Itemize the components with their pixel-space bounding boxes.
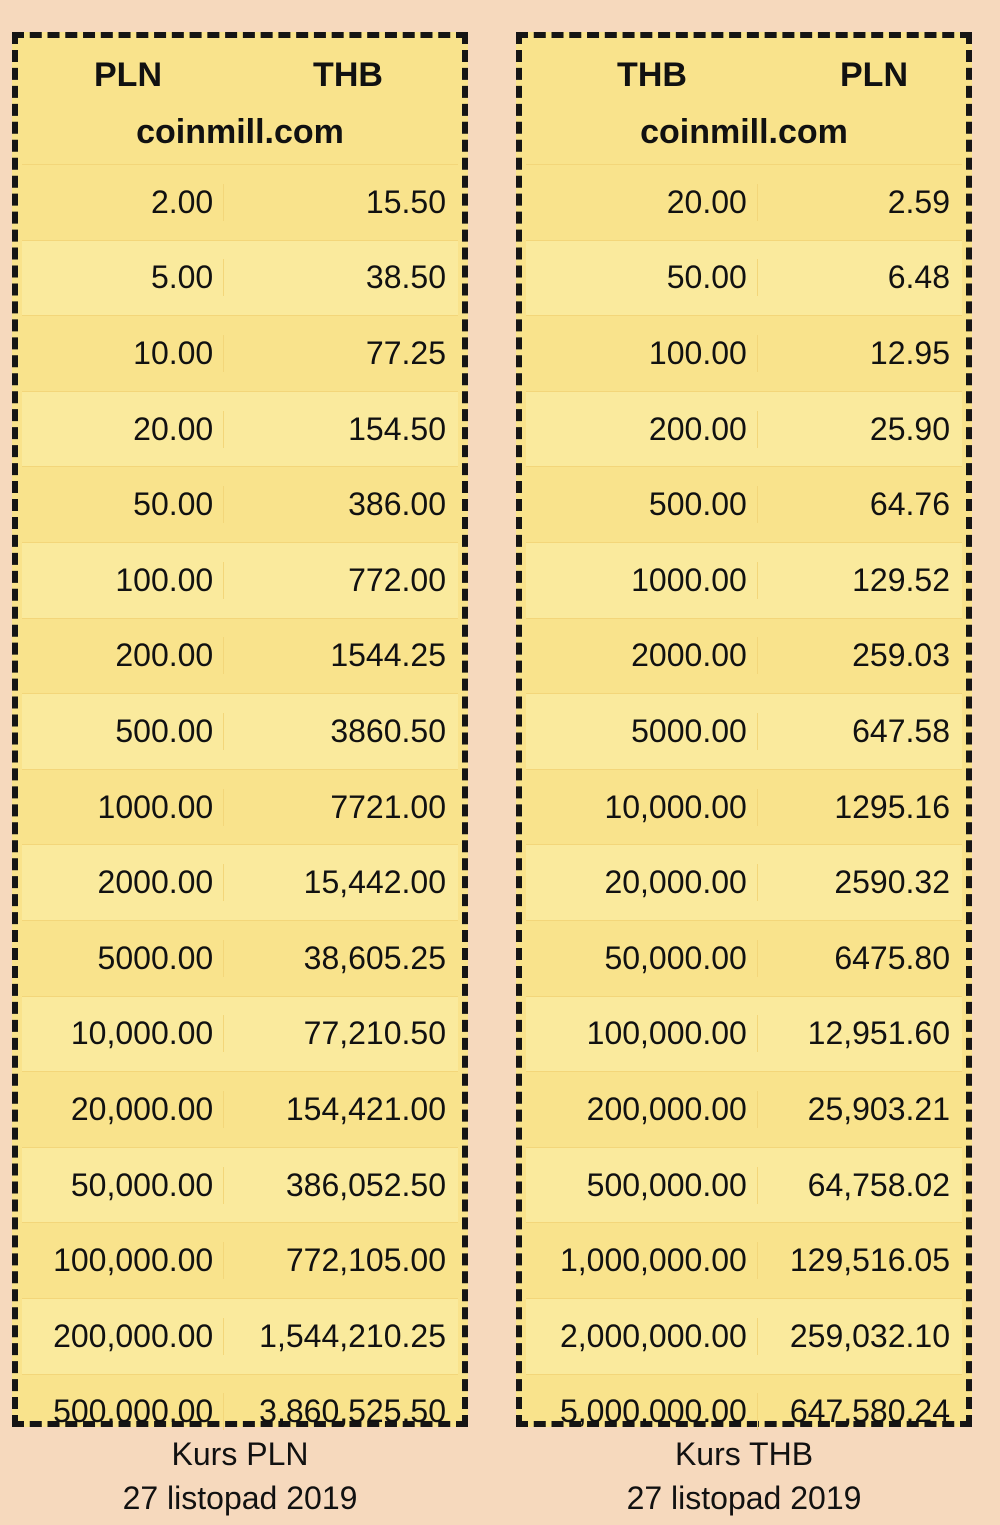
amount-from: 20,000.00 bbox=[70, 1090, 214, 1127]
table-row bbox=[22, 996, 458, 1072]
amount-to: 129,516.05 bbox=[757, 1242, 962, 1279]
caption-date: 27 listopad 2019 bbox=[626, 1480, 862, 1516]
amount-to: 129.52 bbox=[757, 562, 962, 599]
amount-from: 5,000,000.00 bbox=[559, 1393, 747, 1430]
table-row bbox=[22, 1222, 458, 1298]
source-site: coinmill.com bbox=[136, 113, 344, 151]
amount-to: 259.03 bbox=[757, 637, 962, 674]
amount-from: 500,000.00 bbox=[586, 1166, 747, 1203]
table-row bbox=[22, 844, 458, 920]
amount-from: 200.00 bbox=[115, 637, 214, 674]
caption-pln bbox=[12, 1432, 468, 1520]
amount-from: 500,000.00 bbox=[53, 1393, 214, 1430]
caption-title: Kurs PLN bbox=[171, 1436, 309, 1472]
amount-to: 386.00 bbox=[223, 486, 458, 523]
amount-from: 10,000.00 bbox=[604, 788, 747, 825]
table-row bbox=[22, 391, 458, 467]
pln-to-thb-table bbox=[12, 32, 468, 1430]
amount-to: 12.95 bbox=[757, 335, 962, 372]
amount-to: 2.59 bbox=[757, 184, 962, 221]
table-row bbox=[526, 996, 962, 1072]
amount-from: 500.00 bbox=[115, 712, 214, 749]
table-row bbox=[526, 1298, 962, 1374]
table-row bbox=[22, 542, 458, 618]
amount-to: 772,105.00 bbox=[223, 1242, 458, 1279]
caption-title: Kurs THB bbox=[674, 1436, 814, 1472]
table-row bbox=[22, 315, 458, 391]
table-row bbox=[22, 1147, 458, 1223]
source-site: coinmill.com bbox=[640, 113, 848, 151]
table-row bbox=[526, 315, 962, 391]
amount-from: 2000.00 bbox=[631, 637, 747, 674]
amount-from: 2000.00 bbox=[97, 864, 214, 901]
amount-to: 154.50 bbox=[223, 411, 458, 448]
amount-from: 50,000.00 bbox=[70, 1166, 214, 1203]
table-row bbox=[22, 769, 458, 845]
table-row bbox=[22, 164, 458, 240]
caption-thb bbox=[516, 1432, 972, 1520]
table-header bbox=[18, 38, 462, 164]
amount-from: 50.00 bbox=[133, 486, 214, 523]
table-row bbox=[526, 391, 962, 467]
column-header-pln: PLN bbox=[94, 56, 162, 94]
amount-to: 12,951.60 bbox=[757, 1015, 962, 1052]
amount-to: 64,758.02 bbox=[757, 1167, 962, 1204]
amount-from: 20,000.00 bbox=[604, 864, 747, 901]
amount-to: 1,544,210.25 bbox=[223, 1318, 458, 1355]
amount-from: 5.00 bbox=[150, 259, 214, 296]
amount-to: 6475.80 bbox=[757, 940, 962, 977]
table-row bbox=[526, 693, 962, 769]
amount-to: 154,421.00 bbox=[223, 1091, 458, 1128]
amount-to: 77,210.50 bbox=[223, 1015, 458, 1052]
amount-from: 2,000,000.00 bbox=[559, 1317, 747, 1354]
amount-from: 2.00 bbox=[150, 183, 214, 220]
amount-from: 100.00 bbox=[115, 561, 214, 598]
table-row bbox=[22, 240, 458, 316]
table-row bbox=[22, 1071, 458, 1147]
amount-to: 38.50 bbox=[223, 259, 458, 296]
amount-from: 5000.00 bbox=[97, 939, 214, 976]
amount-to: 15,442.00 bbox=[223, 864, 458, 901]
table-header bbox=[522, 38, 966, 164]
amount-from: 50.00 bbox=[666, 259, 747, 296]
amount-to: 38,605.25 bbox=[223, 940, 458, 977]
amount-from: 10.00 bbox=[133, 334, 214, 371]
table-row bbox=[22, 466, 458, 542]
table-rows bbox=[22, 164, 458, 1449]
amount-to: 2590.32 bbox=[757, 864, 962, 901]
amount-from: 10,000.00 bbox=[70, 1015, 214, 1052]
table-row bbox=[526, 1147, 962, 1223]
amount-to: 1295.16 bbox=[757, 789, 962, 826]
thb-to-pln-table bbox=[516, 32, 972, 1430]
amount-from: 100,000.00 bbox=[586, 1015, 747, 1052]
amount-from: 20.00 bbox=[133, 410, 214, 447]
amount-from: 5000.00 bbox=[631, 712, 747, 749]
amount-to: 25,903.21 bbox=[757, 1091, 962, 1128]
amount-to: 15.50 bbox=[223, 184, 458, 221]
amount-to: 77.25 bbox=[223, 335, 458, 372]
amount-from: 100.00 bbox=[648, 334, 747, 371]
table-row bbox=[22, 920, 458, 996]
amount-from: 200,000.00 bbox=[586, 1090, 747, 1127]
amount-from: 100,000.00 bbox=[53, 1242, 214, 1279]
amount-to: 647,580.24 bbox=[757, 1393, 962, 1430]
amount-to: 3860.50 bbox=[223, 713, 458, 750]
amount-from: 500.00 bbox=[648, 486, 747, 523]
column-header-pln: PLN bbox=[840, 56, 908, 94]
amount-from: 200.00 bbox=[648, 410, 747, 447]
caption-date: 27 listopad 2019 bbox=[122, 1480, 358, 1516]
table-row bbox=[526, 618, 962, 694]
table-row bbox=[22, 693, 458, 769]
amount-to: 25.90 bbox=[757, 411, 962, 448]
table-row bbox=[526, 240, 962, 316]
amount-from: 50,000.00 bbox=[604, 939, 747, 976]
amount-to: 647.58 bbox=[757, 713, 962, 750]
table-row bbox=[22, 618, 458, 694]
amount-to: 7721.00 bbox=[223, 789, 458, 826]
table-rows bbox=[526, 164, 962, 1449]
amount-from: 1000.00 bbox=[631, 561, 747, 598]
amount-to: 259,032.10 bbox=[757, 1318, 962, 1355]
column-header-thb: THB bbox=[313, 56, 383, 94]
amount-from: 200,000.00 bbox=[53, 1317, 214, 1354]
table-row bbox=[526, 164, 962, 240]
amount-from: 1000.00 bbox=[97, 788, 214, 825]
amount-to: 772.00 bbox=[223, 562, 458, 599]
amount-to: 1544.25 bbox=[223, 637, 458, 674]
amount-from: 20.00 bbox=[666, 183, 747, 220]
table-row bbox=[526, 1222, 962, 1298]
amount-to: 6.48 bbox=[757, 259, 962, 296]
table-row bbox=[526, 1071, 962, 1147]
column-header-thb: THB bbox=[617, 56, 687, 94]
table-row bbox=[526, 844, 962, 920]
table-row bbox=[22, 1298, 458, 1374]
table-row bbox=[526, 466, 962, 542]
amount-to: 3,860,525.50 bbox=[223, 1393, 458, 1430]
table-row bbox=[526, 542, 962, 618]
amount-to: 64.76 bbox=[757, 486, 962, 523]
table-row bbox=[526, 769, 962, 845]
table-row bbox=[526, 920, 962, 996]
amount-from: 1,000,000.00 bbox=[559, 1242, 747, 1279]
amount-to: 386,052.50 bbox=[223, 1167, 458, 1204]
